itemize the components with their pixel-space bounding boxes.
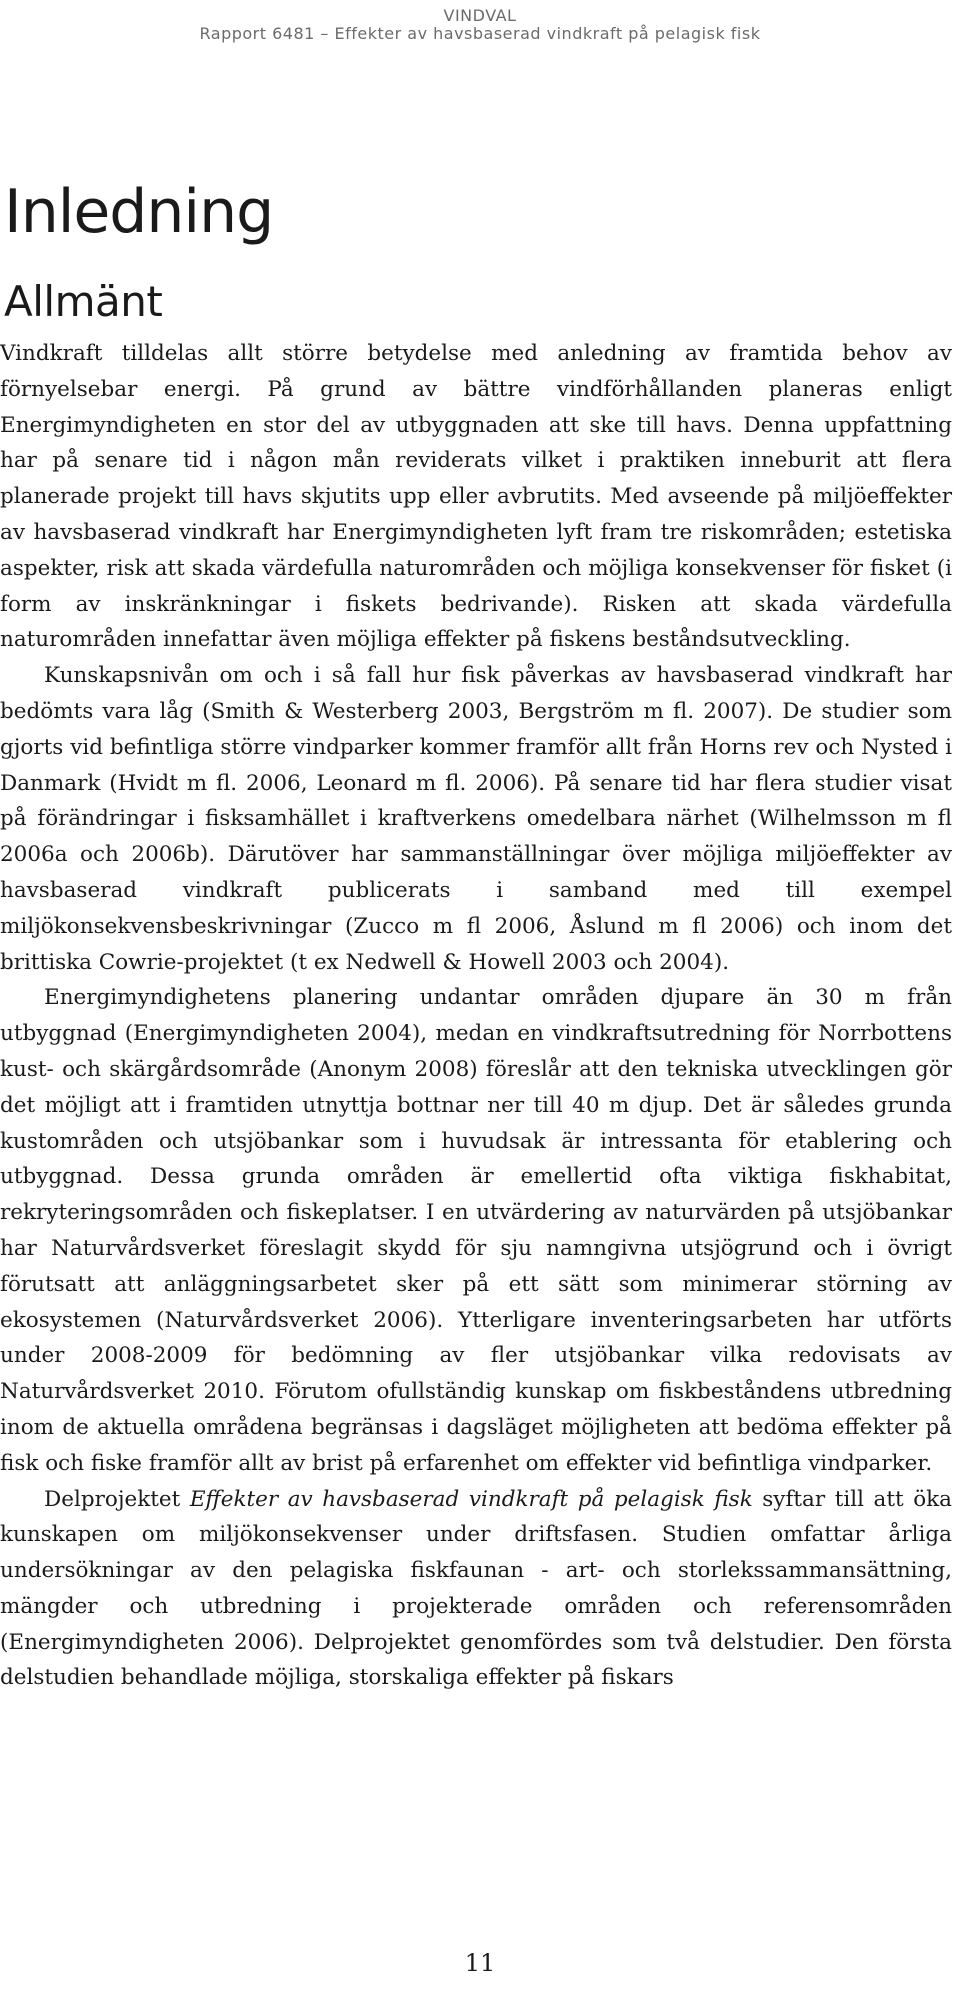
series-title: VINDVAL bbox=[443, 6, 517, 25]
paragraph-4-prefix: Delprojektet bbox=[44, 1486, 190, 1512]
body-text bbox=[0, 336, 952, 1696]
page-number: 11 bbox=[464, 1949, 496, 1977]
paragraph-4 bbox=[0, 1482, 952, 1697]
section-title: Allmänt bbox=[4, 277, 163, 326]
paragraph-3: Energimyndighetens planering undantar områden djupare än 30 m från utbyggnad (Energimyndigheten 2004), medan en vindkraftsutredning för Norrbottens kust- och skärgårdsområde (Anonym 2008) föreslår att den tekniska utvecklingen gör det möjligt att i framtiden utnyttja bottnar ner till 40 m djup. Det är således grunda kustområden och utsjöbankar som i huvudsak är intressanta för etablering och utbyggnad. Dessa grunda områden är emellertid ofta viktiga fiskhabitat, rekryteringsområden och fiskeplatser. I en utvärdering av naturvärden på utsjöbankar har Naturvårdsverket föreslagit skydd för sju namngivna utsjögrund och i övrigt förutsatt att anläggningsarbetet sker på ett sätt som minimerar störning av ekosystemen (Naturvårdsverket 2006). Ytterligare inventeringsarbeten har utförts under 2008-2009 för bedömning av fler utsjöbankar vilka redovisats av Naturvårdsverket 2010. Förutom ofullständig kunskap om fiskbeståndens utbredning inom de aktuella områdena begränsas i dagsläget möjligheten att bedöma effekter på fisk och fiske framför allt av brist på erfarenhet om effekter vid befintliga vindparker. bbox=[0, 985, 952, 1476]
report-title: Rapport 6481 – Effekter av havsbaserad vindkraft på pelagisk fisk bbox=[199, 24, 761, 43]
chapter-title: Inledning bbox=[4, 177, 274, 247]
paragraph-1: Vindkraft tilldelas allt större betydelse med anledning av framtida behov av förnyelsebar energi. På grund av bättre vindförhållanden planeras enligt Energimyndigheten en stor del av utbyggnaden att ske till havs. Denna uppfattning har på senare tid i någon mån reviderats vilket i praktiken inneburit att flera planerade projekt till havs skjutits upp eller avbrutits. Med avseende på miljöeffekter av havsbaserad vindkraft har Energimyndigheten lyft fram tre riskområden; estetiska aspekter, risk att skada värdefulla naturområden och möjliga konsekvenser för fisket (i form av inskränkningar i fiskets bedrivande). Risken att skada värdefulla naturområden innefattar även möjliga effekter på fiskens beståndsutveckling. bbox=[0, 341, 952, 653]
project-title: Effekter av havsbaserad vindkraft på pelagisk fisk bbox=[189, 1486, 753, 1512]
paragraph-4-suffix: syftar till att öka kunskapen om miljökonsekvenser under driftsfasen. Studien omfattar årliga undersökningar av den pelagiska fiskfaunan - art- och storlekssammansättning, mängder och utbredning i projekterade områden och referensområden (Energimyndigheten 2006). Delprojektet genomfördes som två delstudier. Den första delstudien behandlade möjliga, storskaliga effekter på fiskars bbox=[0, 1486, 952, 1691]
paragraph-2: Kunskapsnivån om och i så fall hur fisk påverkas av havsbaserad vindkraft har bedömts vara låg (Smith & Westerberg 2003, Bergström m fl. 2007). De studier som gjorts vid befintliga större vindparker kommer framför allt från Horns rev och Nysted i Danmark (Hvidt m fl. 2006, Leonard m fl. 2006). På senare tid har flera studier visat på förändringar i fisksamhället i kraftverkens omedelbara närhet (Wilhelmsson m fl 2006a och 2006b). Därutöver har sammanställningar över möjliga miljöeffekter av havsbaserad vindkraft publicerats i samband med till exempel miljökonsekvensbeskrivningar (Zucco m fl 2006, Åslund m fl 2006) och inom det brittiska Cowrie-projektet (t ex Nedwell & Howell 2003 och 2004). bbox=[0, 663, 952, 975]
